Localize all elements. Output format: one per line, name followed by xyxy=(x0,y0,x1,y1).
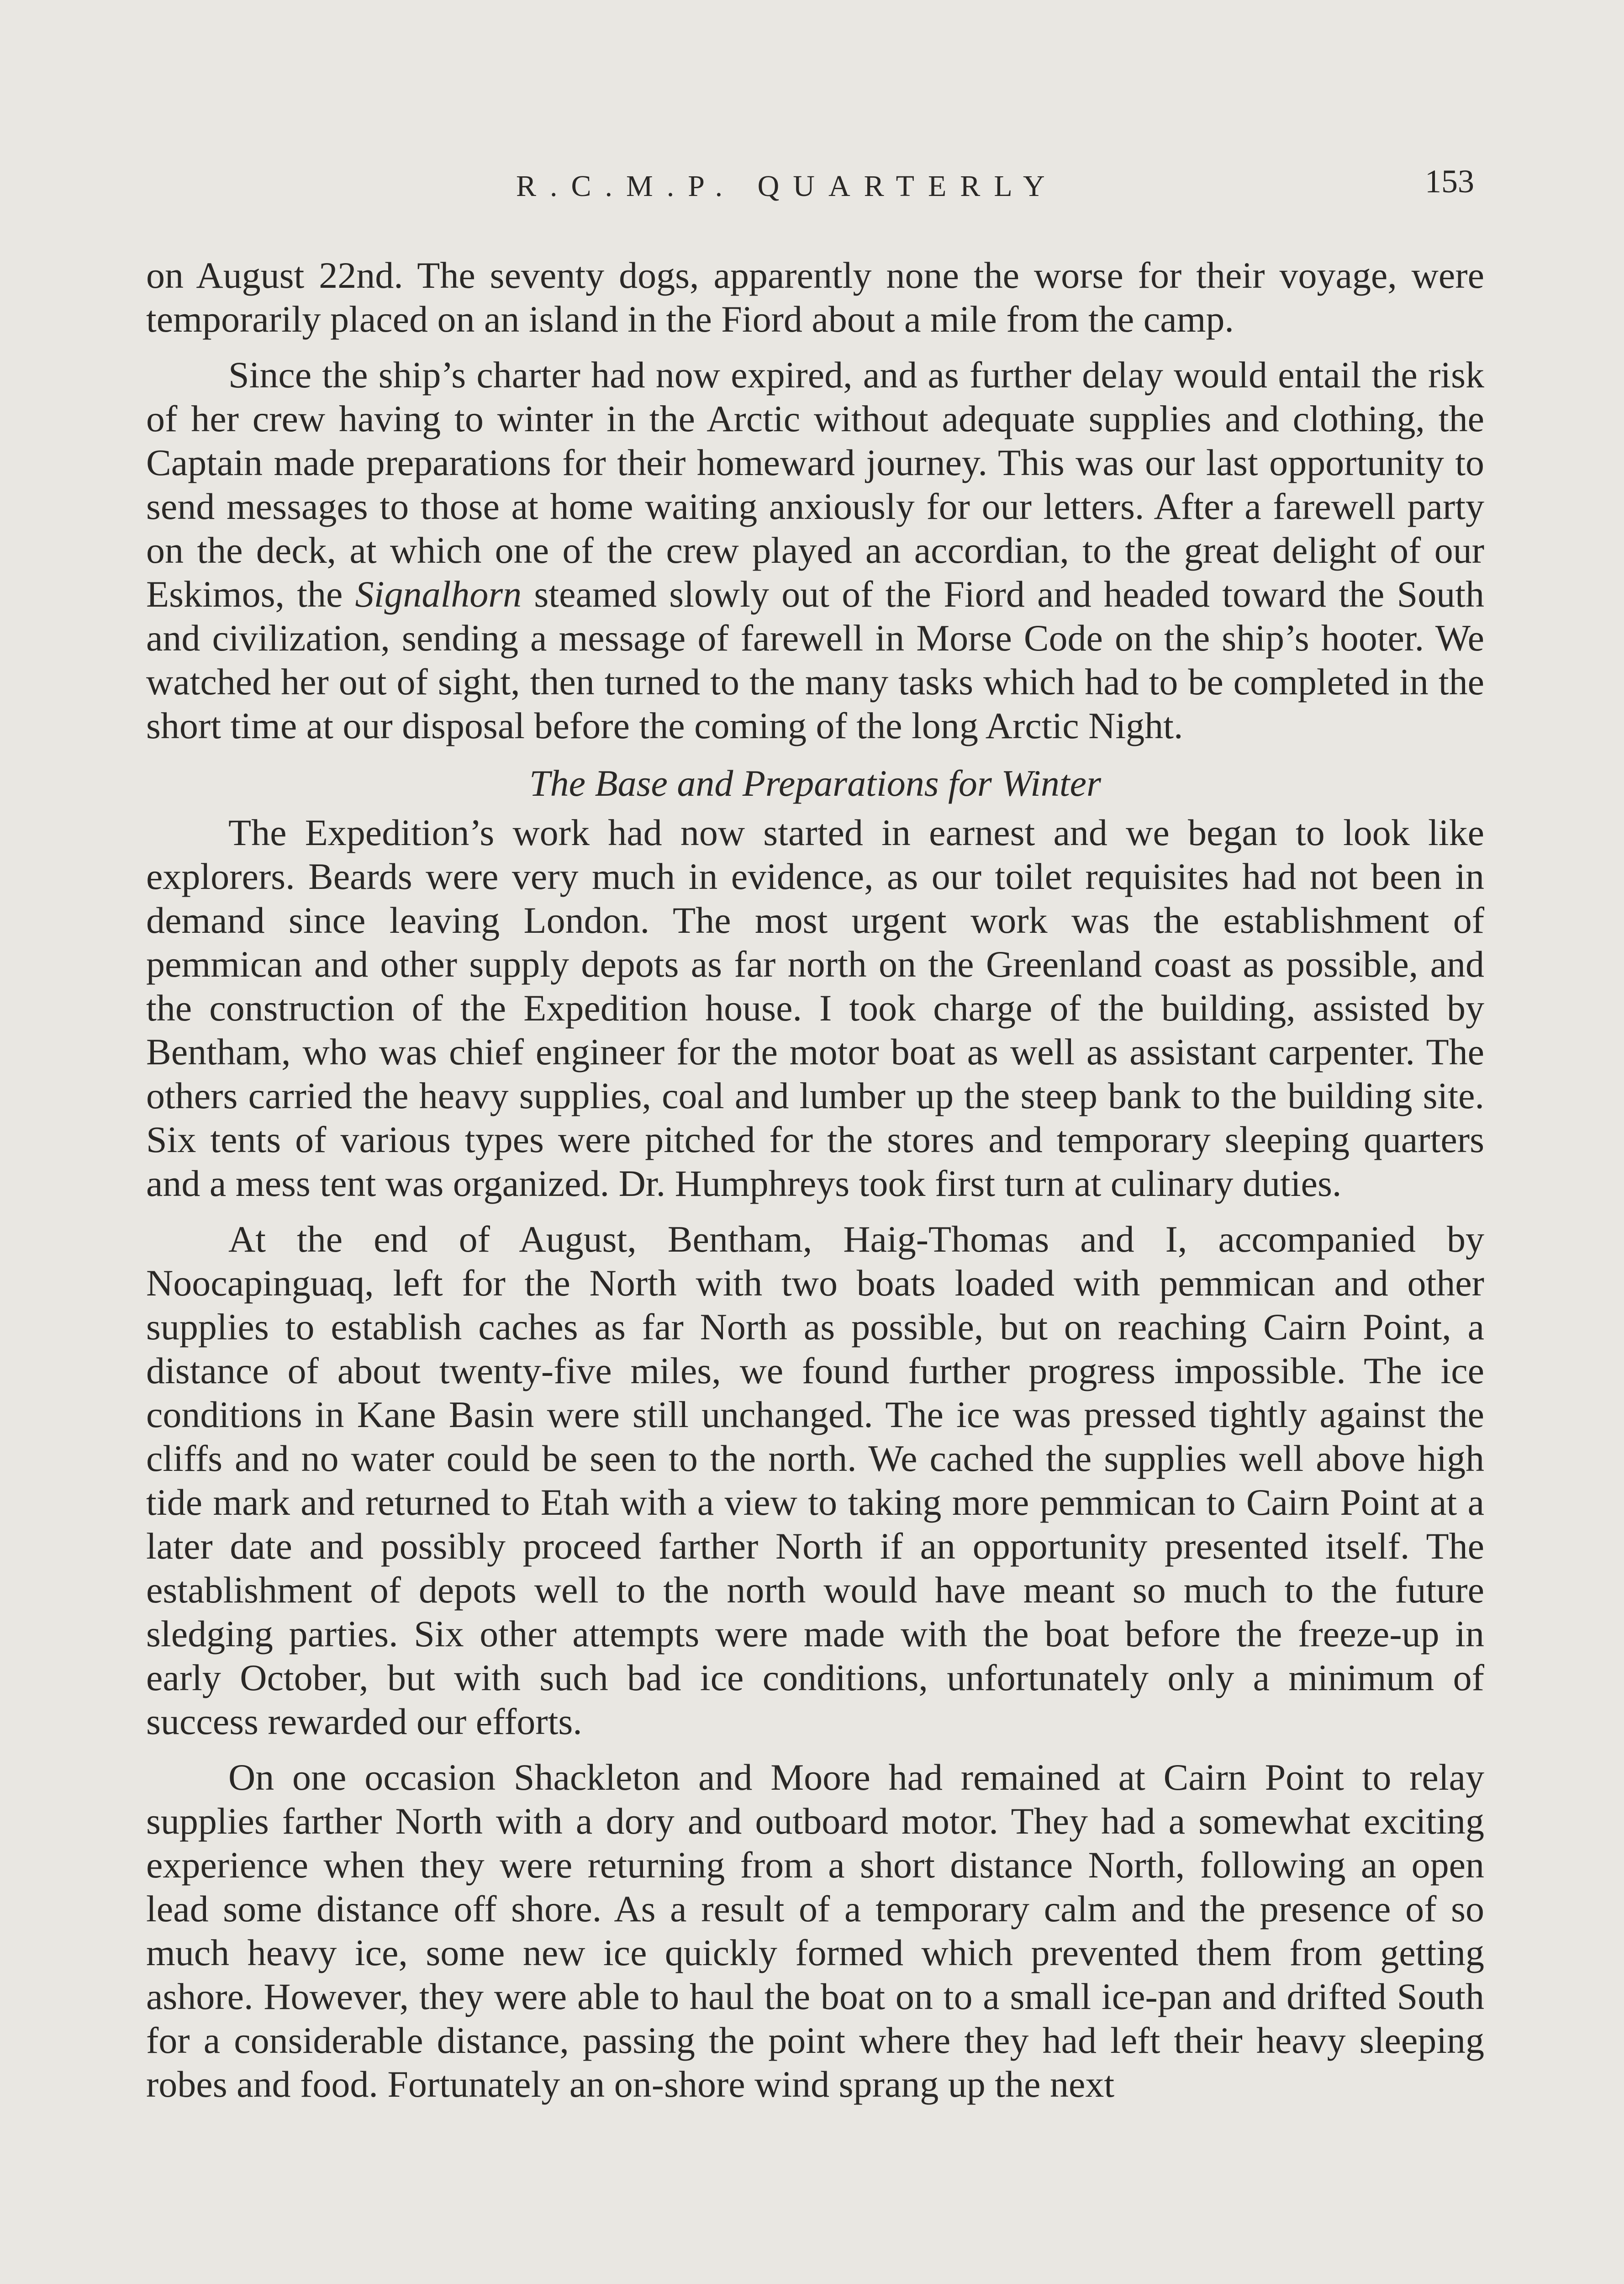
paragraph-2-text-start: Since the ship’s charter had now expired, and as further delay would entail the risk of her crew having to winter in the Arctic without adequate supplies and clothing, the Captain made preparations for their homeward journey. This was our last opportunity to send messages to those at home waiting anxiously for our letters. After a farewell party on the deck, at which one of the crew played an accordian, to the great delight of our Eskimos, the xyxy=(146,354,1484,615)
ship-name: Signalhorn xyxy=(355,573,522,615)
paragraph-1: on August 22nd. The seventy dogs, apparently none the worse for their voyage, were temporarily placed on an island in the Fiord about a mile from the camp. xyxy=(146,254,1484,340)
paragraph-3: The Expedition’s work had now started in earnest and we began to look like explorers. Beards were very much in evidence, as our toilet requisites had not been in demand since leaving London. The most urgent work was the establishment of pemmican and other supply depots as far north on the Greenland coast as possible, and the construction of the Expedition house. I took charge of the building, assisted by Bentham, who was chief engineer for the motor boat as well as assistant carpenter. The others carried the heavy supplies, coal and lumber up the steep bank to the building site. Six tents of various types were pitched for the stores and temporary sleeping quarters and a mess tent was organized. Dr. Humphreys took first turn at culinary duties. xyxy=(146,812,1484,1204)
section-heading: The Base and Preparations for Winter xyxy=(529,762,1101,804)
paragraph-4: At the end of August, Bentham, Haig-Thomas and I, accompanied by Noocapinguaq, left for the North with two boats loaded with pemmican and other supplies to establish caches as far North as possible, but on reaching Cairn Point, a distance of about twenty-five miles, we found further progress impossible. The ice conditions in Kane Basin were still unchanged. The ice was pressed tightly against the cliffs and no water could be seen to the north. We cached the supplies well above high tide mark and returned to Etah with a view to taking more pemmican to Cairn Point at a later date and possibly proceed farther North if an opportunity presented itself. The establishment of depots well to the north would have meant so much to the future sledging parties. Six other attempts were made with the boat before the freeze-up in early October, but with such bad ice conditions, unfortunately only a minimum of success rewarded our efforts. xyxy=(146,1218,1484,1742)
page-number: 153 xyxy=(1425,163,1474,200)
paragraph-2-text-end: steamed slowly out of the Fiord and headed toward the South and civilization, sending a message of farewell in Morse Code on the ship’s hooter. We watched her out of sight, then turned to the many tasks which had to be completed in the short time at our disposal before the coming of the long Arctic Night. xyxy=(146,573,1485,746)
body-text xyxy=(146,254,1484,2106)
paragraph-5: On one occasion Shackleton and Moore had remained at Cairn Point to relay supplies farther North with a dory and outboard motor. They had a somewhat exciting experience when they were returning from a short distance North, following an open lead some distance off shore. As a result of a temporary calm and the presence of so much heavy ice, some new ice quickly formed which prevented them from getting ashore. However, they were able to haul the boat on to a small ice-pan and drifted South for a considerable distance, passing the point where they had left their heavy sleeping robes and food. Fortunately an on-shore wind sprang up the next xyxy=(146,1756,1484,2105)
running-head: R.C.M.P. QUARTERLY xyxy=(516,169,1059,203)
paragraph-2 xyxy=(146,353,1484,748)
